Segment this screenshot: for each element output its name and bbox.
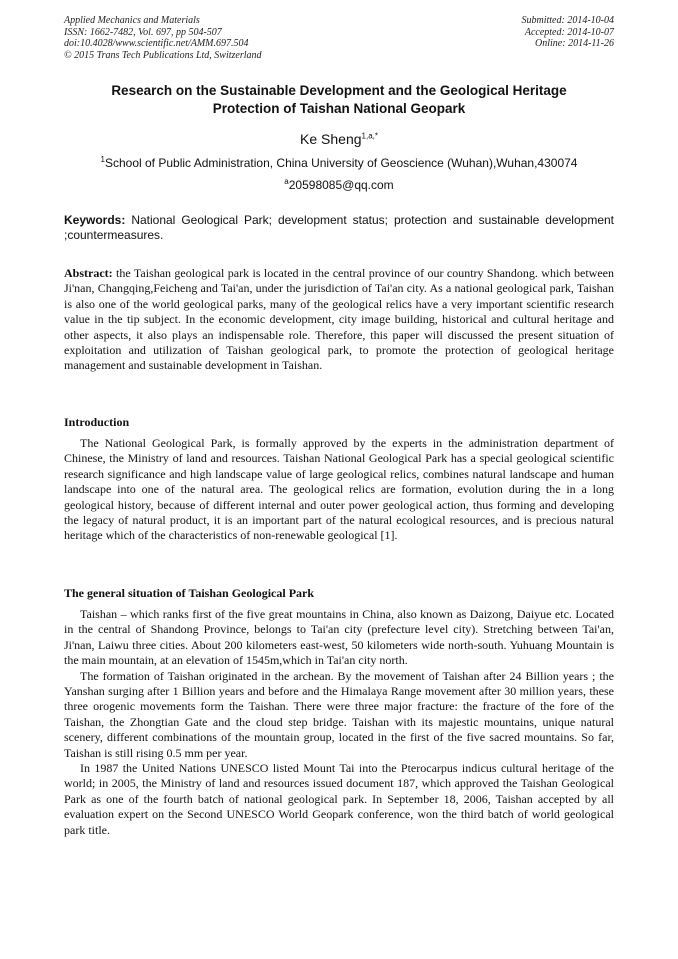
keywords-label: Keywords: (64, 213, 126, 227)
affiliation (0, 156, 678, 171)
general-situation-body (64, 607, 614, 838)
submission-dates (522, 15, 615, 50)
doi-link[interactable]: doi:10.4028/www.scientific.net/AMM.697.504 (64, 38, 249, 49)
introduction-heading: Introduction (64, 415, 130, 429)
issn-volume: ISSN: 1662-7482, Vol. 697, pp 504-507 (64, 26, 222, 38)
author-marks: 1,a,* (361, 131, 378, 141)
author-name: Ke Sheng (300, 131, 362, 147)
online-date: Online: 2014-11-26 (535, 38, 614, 49)
journal-info (64, 15, 262, 61)
keywords (64, 213, 614, 243)
journal-name: Applied Mechanics and Materials (64, 15, 200, 26)
abstract (64, 266, 614, 374)
abstract-label: Abstract: (64, 266, 113, 280)
copyright: © 2015 Trans Tech Publications Ltd, Switzerland (64, 49, 262, 61)
affiliation-mark: 1 (100, 155, 105, 164)
paper-title (40, 82, 638, 118)
email-mark: a (284, 177, 289, 186)
author (0, 130, 678, 148)
introduction-paragraph: The National Geological Park, is formally approved by the experts in the administration department of Chinese, the Ministry of land and resources. Taishan National Geological Park has a special geological scientific research significance and high landscape value of large geological relics, combines natural landscape and human landscape into one of the natural area. The geological relics are formation, evolution during the in a long geological history, because of different internal and outer power geological action, thus forming and developing the legacy of natural product, it is an important part of the natural ecological resources, and is precious natural heritage which of the characteristics of non-renewable geological [1]. (64, 436, 614, 543)
author-email (0, 178, 678, 193)
email-address[interactable]: 20598085@qq.com (288, 178, 394, 192)
title-line-1: Research on the Sustainable Development and the Geological Heritage (111, 83, 567, 98)
general-situation-paragraph-2: The formation of Taishan originated in the archean. By the movement of Taishan after 24 Billion years ; the Yanshan surging after 1 Billion years and before and the Himalaya Range movement after 30 million years, these three orogenic movements form the Taishan. There were three major fracture: the fracture of the fore of the Taishan, the Zhongtian Gate and the cloud step bridge. Taishan with its majestic mountains, unique natural scenery, different combinations of the mountain group, located in the first of the five sacred mountains. So far, Taishan is still rising 0.5 mm per year. (64, 668, 614, 760)
keywords-text: National Geological Park; development status; protection and sustainable development ;countermeasures. (64, 213, 614, 242)
affiliation-text: School of Public Administration, China University of Geoscience (Wuhan),Wuhan,430074 (104, 156, 578, 170)
submitted-date: Submitted: 2014-10-04 (521, 15, 614, 26)
general-situation-paragraph-3: In 1987 the United Nations UNESCO listed Mount Tai into the Pterocarpus indicus cultural heritage of the world; in 2005, the Ministry of land and resources issued document 187, which approved the Taishan Geological Park as one of the fourth batch of national geological park. In September 18, 2006, Taishan accepted by all evaluation expert on the Second UNESCO World Geopark conference, won the third batch of world geological park title. (64, 761, 614, 837)
introduction-body (64, 436, 614, 544)
title-line-2: Protection of Taishan National Geopark (212, 101, 466, 116)
general-situation-paragraph-1: Taishan – which ranks first of the five great mountains in China, also known as Daizong, Daiyue etc. Located in the central of Shandong Province, belongs to Tai'an city (prefecture level city). Stretching between Tai'an, Ji'nan, Laiwu three cities. About 200 kilometers east-west, 50 kilometers wide north-south. Yuhuang Mountain is the main mountain, at an elevation of 1545m,which in Tai'an city north. (64, 607, 614, 668)
accepted-date: Accepted: 2014-10-07 (524, 26, 614, 38)
general-situation-heading: The general situation of Taishan Geological Park (64, 586, 315, 600)
abstract-text: the Taishan geological park is located in the central province of our country Shandong. which between Ji'nan, Changqing,Feicheng and Tai'an, under the jurisdiction of Tai'an city. As a national geological park, Taishan is also one of the world geological parks, many of the geological relics have a very important scientific research value in the tip subject. In the economic development, city image building, historical and cultural heritage and other aspects, it also plays an indispensable role. Therefore, this paper will discussed the present situation of exploitation and utilization of Taishan geological park, to promote the protection of geological heritage management and sustainable development in Taishan. (64, 266, 614, 373)
